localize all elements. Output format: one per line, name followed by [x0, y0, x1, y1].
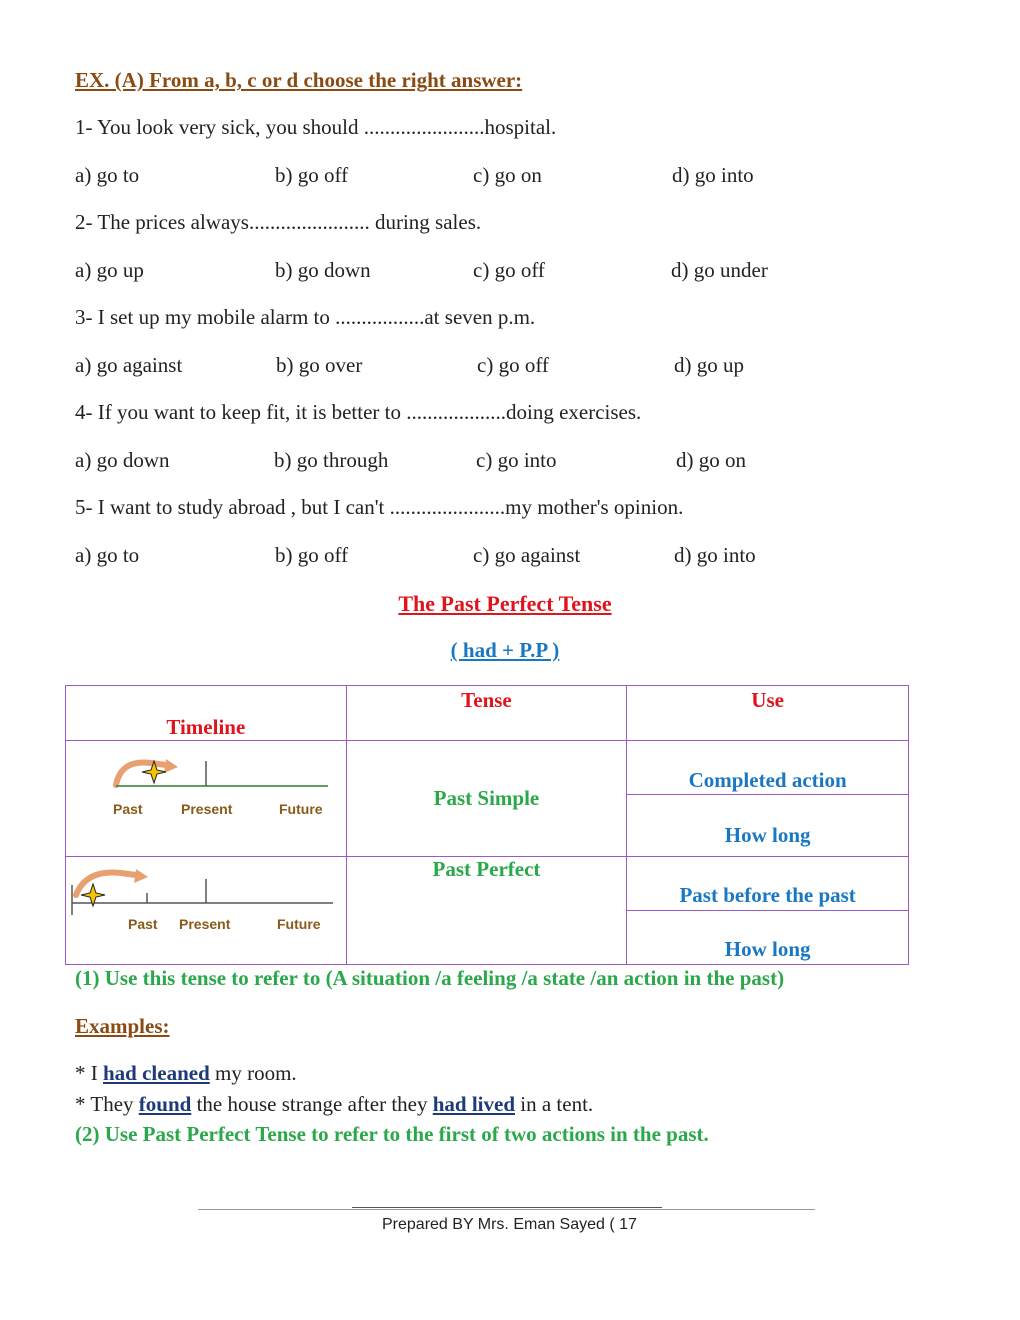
header-tense [346, 686, 627, 741]
timeline-present-label: Present [181, 801, 233, 817]
example-2-verb-1: found [138, 1092, 192, 1116]
q4-option-c: c) go into [476, 448, 557, 472]
q5-option-a: a) go to [75, 543, 140, 567]
example-2-middle: the house strange after they [191, 1092, 433, 1116]
example-1-prefix: * I [75, 1061, 103, 1085]
tense-formula: ( had + P.P ) [450, 638, 560, 662]
use-completed-action: Completed action [627, 741, 908, 795]
header-use [627, 686, 909, 741]
q4-option-d: d) go on [676, 448, 746, 472]
question-1: 1- You look very sick, you should .......................hospital. [75, 115, 557, 139]
timeline-future-label: Future [279, 801, 323, 817]
q2-option-c: c) go off [473, 258, 545, 282]
footer-divider-short [352, 1207, 662, 1208]
header-timeline [66, 686, 347, 741]
q4-option-b: b) go through [274, 448, 389, 472]
use-past-before-past: Past before the past [627, 857, 908, 911]
examples-title: Examples: [75, 1014, 170, 1038]
q3-option-c: c) go off [477, 353, 549, 377]
use-past-simple [627, 741, 909, 857]
q4-option-a: a) go down [75, 448, 170, 472]
question-2: 2- The prices always....................... during sales. [75, 210, 482, 234]
question-3: 3- I set up my mobile alarm to .................at seven p.m. [75, 305, 536, 329]
footer-divider [198, 1209, 815, 1210]
rule-2: (2) Use Past Perfect Tense to refer to the first of two actions in the past. [75, 1122, 709, 1146]
q3-option-b: b) go over [276, 353, 363, 377]
q5-option-b: b) go off [275, 543, 349, 567]
question-5: 5- I want to study abroad , but I can't ......................my mother's opinion. [75, 495, 684, 519]
q1-option-a: a) go to [75, 163, 140, 187]
tense-past-perfect [346, 857, 627, 965]
header-timeline-label: Timeline [166, 715, 246, 739]
timeline-past-label-2: Past [128, 916, 158, 932]
timeline-present-label-2: Present [179, 916, 231, 932]
q1-option-d: d) go into [672, 163, 754, 187]
q1-option-b: b) go off [275, 163, 349, 187]
example-2-verb-2: had lived [432, 1092, 516, 1116]
tense-table [65, 685, 909, 965]
tense-past-simple [346, 741, 627, 857]
q2-option-d: d) go under [671, 258, 768, 282]
example-2 [75, 1092, 593, 1117]
q2-option-a: a) go up [75, 258, 144, 282]
q2-option-b: b) go down [275, 258, 371, 282]
example-2-suffix: in a tent. [515, 1092, 594, 1116]
use-how-long-1: How long [724, 823, 811, 847]
q3-option-a: a) go against [75, 353, 183, 377]
tense-past-simple-label: Past Simple [433, 786, 540, 810]
example-1 [75, 1061, 297, 1086]
footer-text: Prepared BY Mrs. Eman Sayed ( 17 [382, 1216, 637, 1233]
tense-past-perfect-label: Past Perfect [432, 857, 541, 881]
use-how-long-2: How long [724, 937, 811, 961]
use-past-perfect [627, 857, 909, 965]
timeline-past-label: Past [113, 801, 143, 817]
q1-option-c: c) go on [473, 163, 542, 187]
example-1-verb: had cleaned [103, 1061, 210, 1085]
q5-option-c: c) go against [473, 543, 581, 567]
header-use-label: Use [751, 688, 784, 712]
example-2-prefix: * They [75, 1092, 139, 1116]
example-1-suffix: my room. [209, 1061, 297, 1085]
header-tense-label: Tense [461, 688, 512, 712]
q3-option-d: d) go up [674, 353, 744, 377]
timeline-past-perfect [66, 857, 347, 965]
q5-option-d: d) go into [674, 543, 756, 567]
timeline-past-simple [66, 741, 347, 857]
exercise-title: EX. (A) From a, b, c or d choose the right answer: [75, 68, 523, 92]
rule-1: (1) Use this tense to refer to (A situation /a feeling /a state /an action in the past) [75, 966, 785, 990]
timeline-future-label-2: Future [277, 916, 321, 932]
question-4: 4- If you want to keep fit, it is better to ...................doing exercises. [75, 400, 642, 424]
section-title: The Past Perfect Tense [398, 591, 612, 616]
